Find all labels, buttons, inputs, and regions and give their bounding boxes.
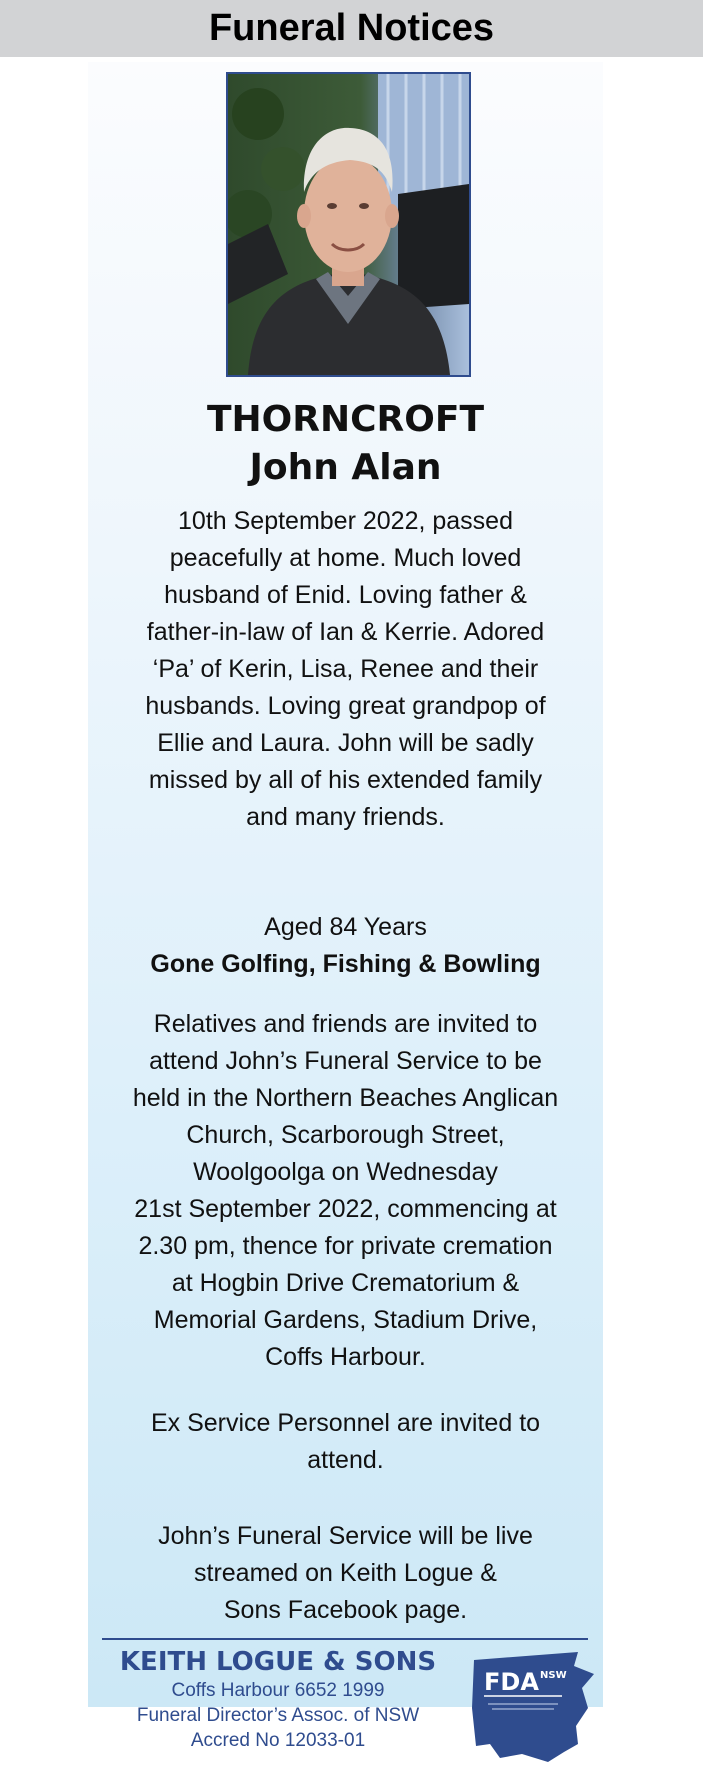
logo-state-text: NSW	[540, 1670, 567, 1681]
service-details	[88, 1006, 603, 1376]
text-line: Woolgoolga on Wednesday	[193, 1158, 498, 1186]
text-line: streamed on Keith Logue &	[194, 1559, 497, 1587]
text-line: Coffs Harbour.	[265, 1343, 426, 1371]
text-line: attend.	[307, 1446, 384, 1474]
text-line: ‘Pa’ of Kerin, Lisa, Renee and their	[152, 655, 539, 683]
firm-accreditation: Accred No 12033-01	[190, 1730, 366, 1751]
portrait-photo-icon	[228, 74, 469, 375]
firm-name: KEITH LOGUE & SONS	[119, 1647, 437, 1677]
epitaph: Gone Golfing, Fishing & Bowling	[150, 950, 541, 978]
text-line: 10th September 2022, passed	[178, 507, 513, 535]
text-line: 21st September 2022, commencing at	[134, 1195, 557, 1223]
text-line: and many friends.	[246, 803, 445, 831]
surname: THORNCROFT	[206, 399, 485, 440]
text-line: father-in-law of Ian & Kerrie. Adored	[146, 618, 545, 646]
text-line: attend John’s Funeral Service to be	[149, 1047, 542, 1075]
text-line: at Hogbin Drive Crematorium &	[171, 1269, 520, 1297]
text-line: 2.30 pm, thence for private cremation	[138, 1232, 553, 1260]
deceased-name	[88, 396, 603, 492]
given-names: John Alan	[249, 447, 442, 488]
age-block	[88, 909, 603, 983]
footer-divider	[102, 1638, 588, 1640]
text-line: held in the Northern Beaches Anglican	[132, 1084, 559, 1112]
portrait-photo	[226, 72, 471, 377]
text-line: Church, Scarborough Street,	[186, 1121, 505, 1149]
text-line: missed by all of his extended family	[148, 766, 543, 794]
text-line: husbands. Loving great grandpop of	[145, 692, 546, 720]
page-title: Funeral Notices	[208, 7, 495, 49]
funeral-director-info	[88, 1646, 468, 1753]
text-line: Sons Facebook page.	[223, 1596, 468, 1624]
fda-nsw-logo-icon	[470, 1648, 600, 1766]
ex-service-note	[88, 1405, 603, 1479]
logo-fda-text: FDA	[484, 1668, 539, 1696]
text-line: peacefully at home. Much loved	[169, 544, 522, 572]
firm-association: Funeral Director’s Assoc. of NSW	[136, 1705, 420, 1726]
text-line: John’s Funeral Service will be live	[158, 1522, 533, 1550]
firm-phone: Coffs Harbour 6652 1999	[171, 1680, 385, 1701]
obituary-paragraph	[88, 503, 603, 836]
text-line: Relatives and friends are invited to	[153, 1010, 538, 1038]
text-line: Ellie and Laura. John will be sadly	[157, 729, 534, 757]
fda-nsw-logo	[470, 1648, 600, 1766]
text-line: Ex Service Personnel are invited to	[150, 1409, 541, 1437]
notice-card	[88, 62, 603, 1751]
age: Aged 84 Years	[264, 913, 427, 941]
page-header	[0, 0, 703, 57]
text-line: Memorial Gardens, Stadium Drive,	[153, 1306, 538, 1334]
livestream-note	[88, 1518, 603, 1629]
text-line: husband of Enid. Loving father &	[164, 581, 527, 609]
